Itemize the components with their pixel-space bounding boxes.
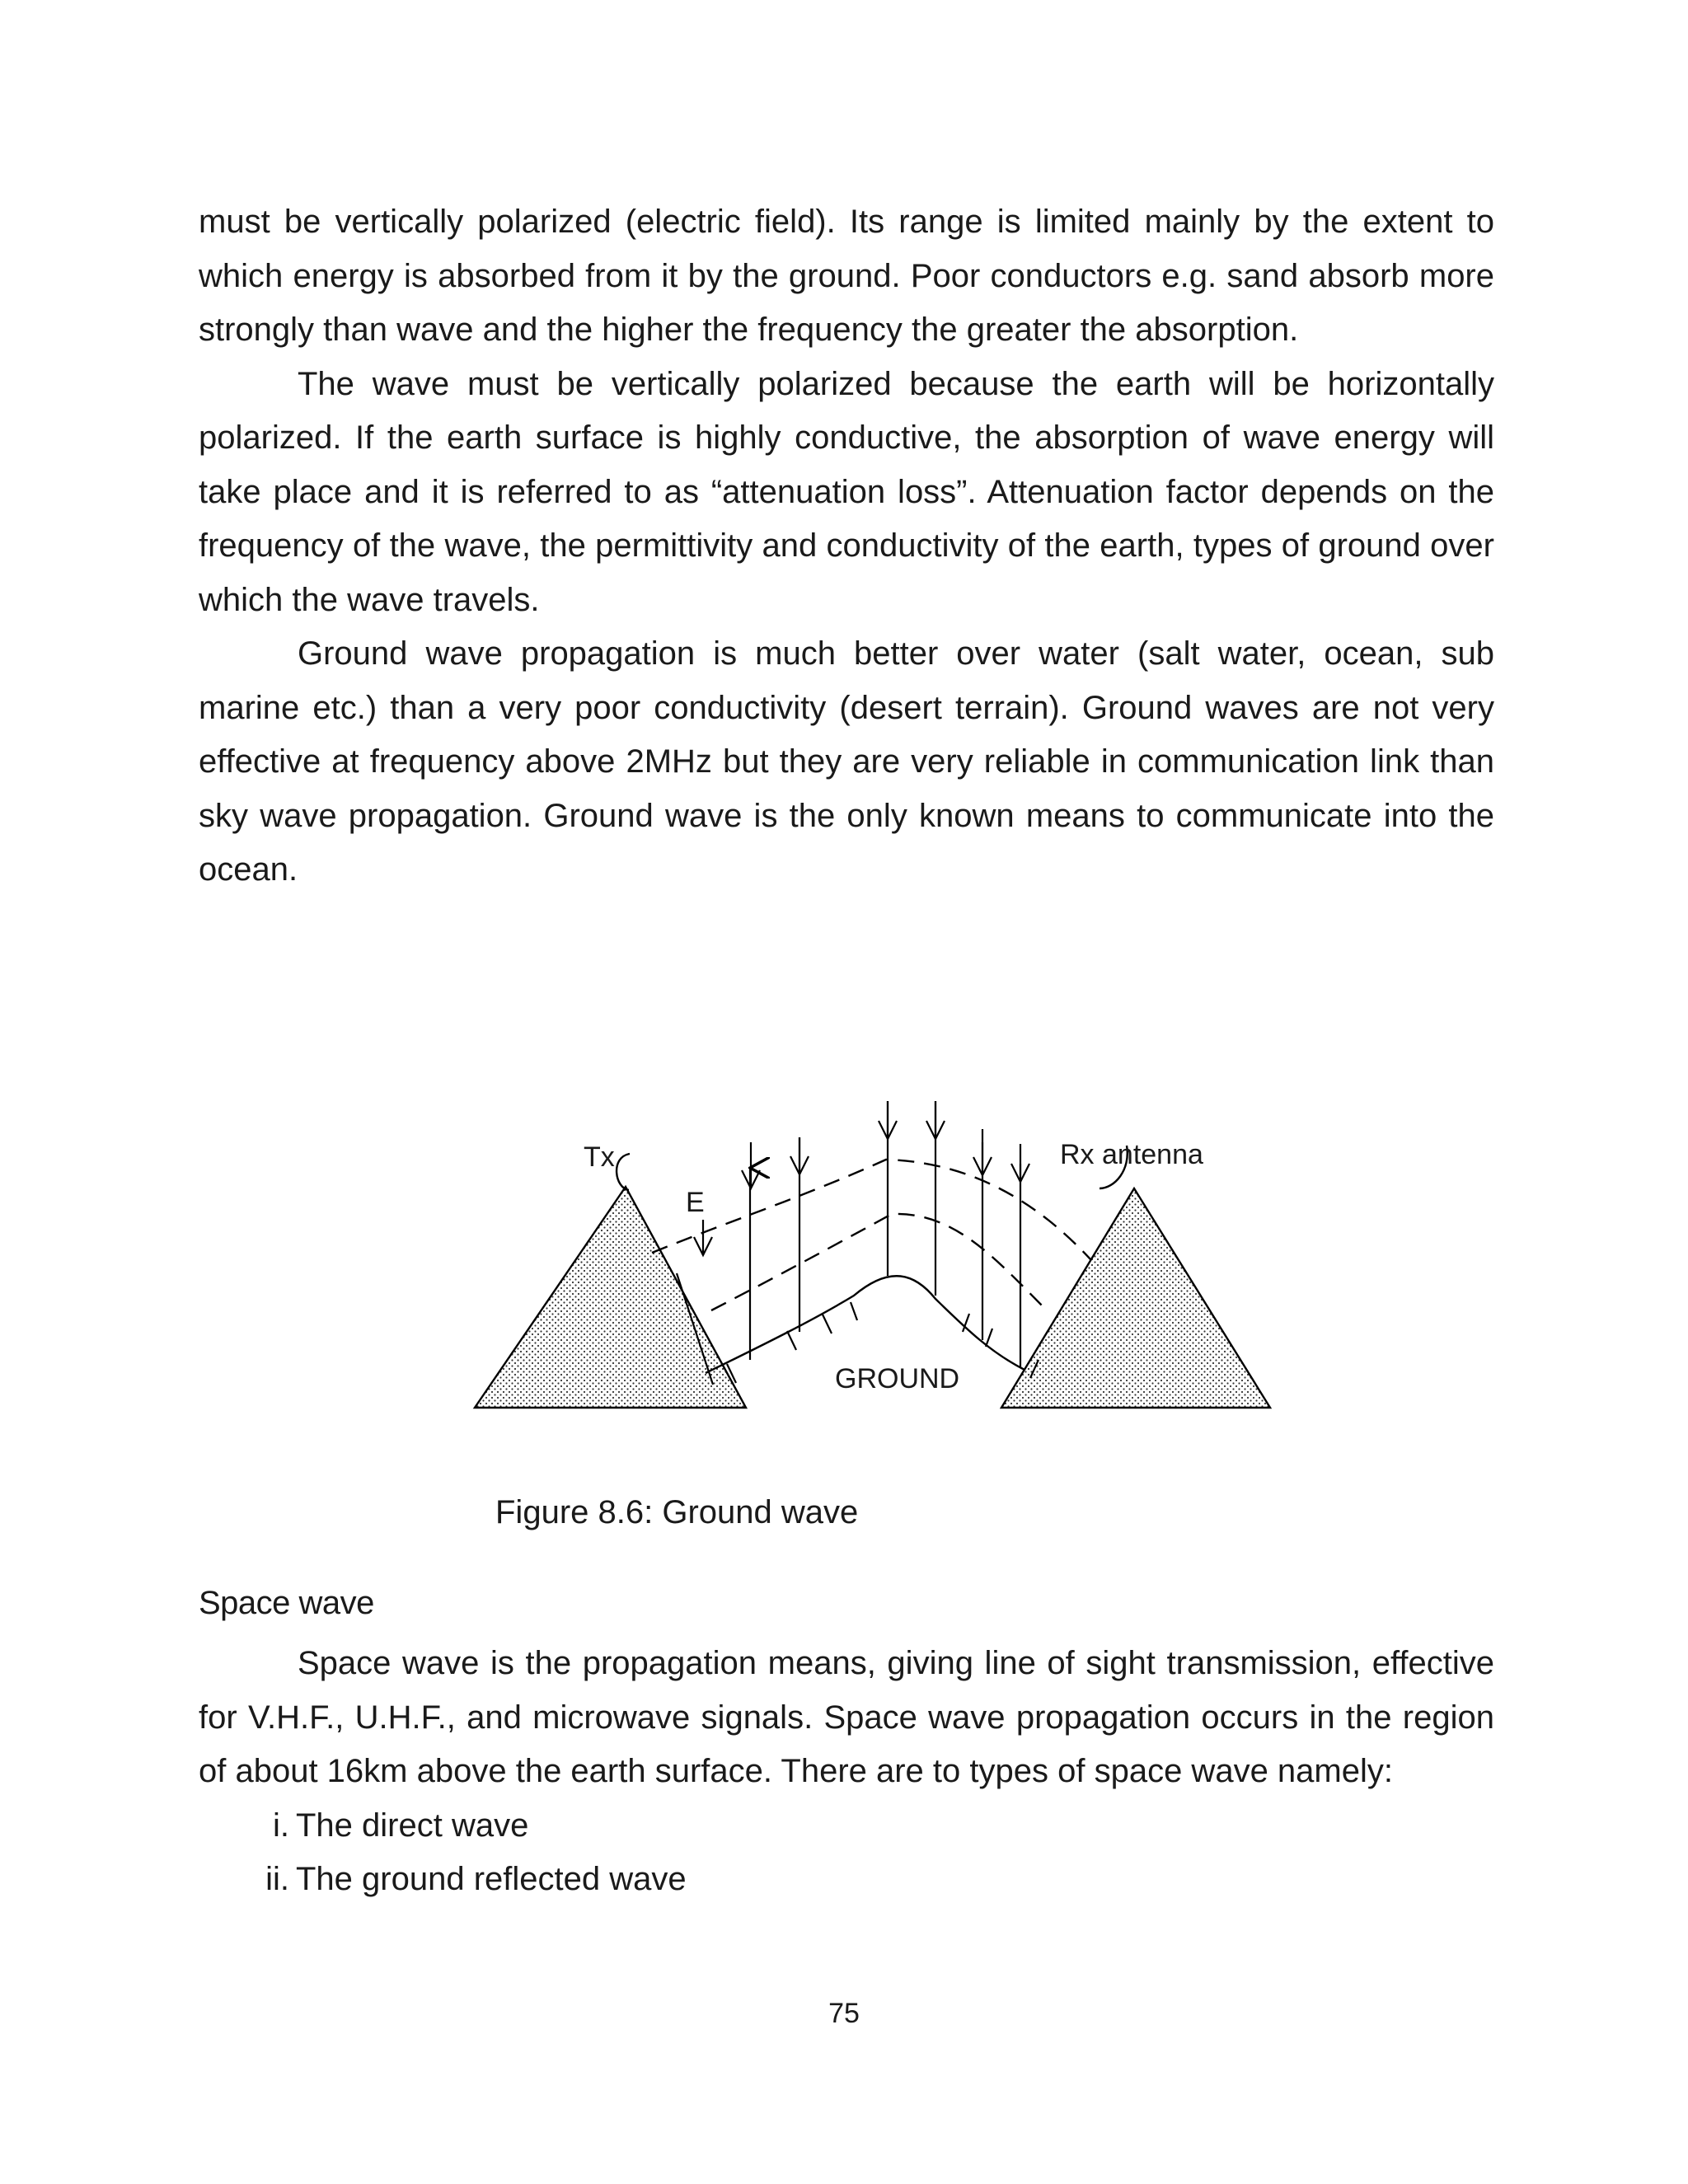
tx-antenna-icon [617,1154,630,1190]
list-marker: i. [273,1807,289,1844]
field-label: E [686,1187,705,1218]
wavefront-inner [711,1214,1048,1312]
space-wave-paragraph: Space wave is the propagation means, giving line of sight transmission, effective for V.H.F., U.H.F., and microwave signals. Space wave propagation occurs in the region of about 16km above the earth surface. There are to types of space wave namely: [199,1645,1494,1789]
list-item [199,1853,1494,1907]
ground-label: GROUND [835,1363,960,1394]
list-marker: ii. [265,1861,289,1897]
body-text [199,195,1494,898]
ground-wave-front [706,1276,1025,1373]
paragraph-2: The wave must be vertically polarized because the earth will be horizontally polarized. If the earth surface is highly conductive, the absorption of wave energy will take place and it is referred to as “attenuation loss”. Attenuation factor depends on the frequency of the wave, the permittivity and conductivity of the earth, types of ground over which the wave travels. [199,365,1494,618]
ground-wave-figure [462,1096,1302,1451]
tx-label: Tx [584,1141,615,1173]
left-hill [475,1187,746,1408]
list-item-text: The direct wave [296,1807,529,1844]
paragraph-3: Ground wave propagation is much better over water (salt water, ocean, sub marine etc.) than a very poor conductivity (desert terrain). Ground waves are not very effective at frequency above 2MHz but they are very reliable in communication link than sky wave propagation. Ground wave is the only known means to communicate into the ocean. [199,635,1494,888]
figure-caption: Figure 8.6: Ground wave [495,1494,859,1530]
list-item [199,1799,1494,1854]
list-item-text: The ground reflected wave [296,1861,687,1897]
page-number: 75 [828,1998,860,2029]
space-wave-text [199,1637,1494,1907]
space-wave-list [199,1799,1494,1907]
paragraph-1: must be vertically polarized (electric field). Its range is limited mainly by the extent to which energy is absorbed from it by the ground. Poor conductors e.g. sand absorb more strongly than wave and the higher the frequency the greater the absorption. [199,204,1494,348]
right-hill [1001,1188,1270,1408]
rx-label: Rx antenna [1060,1139,1203,1170]
section-heading: Space wave [199,1585,374,1621]
